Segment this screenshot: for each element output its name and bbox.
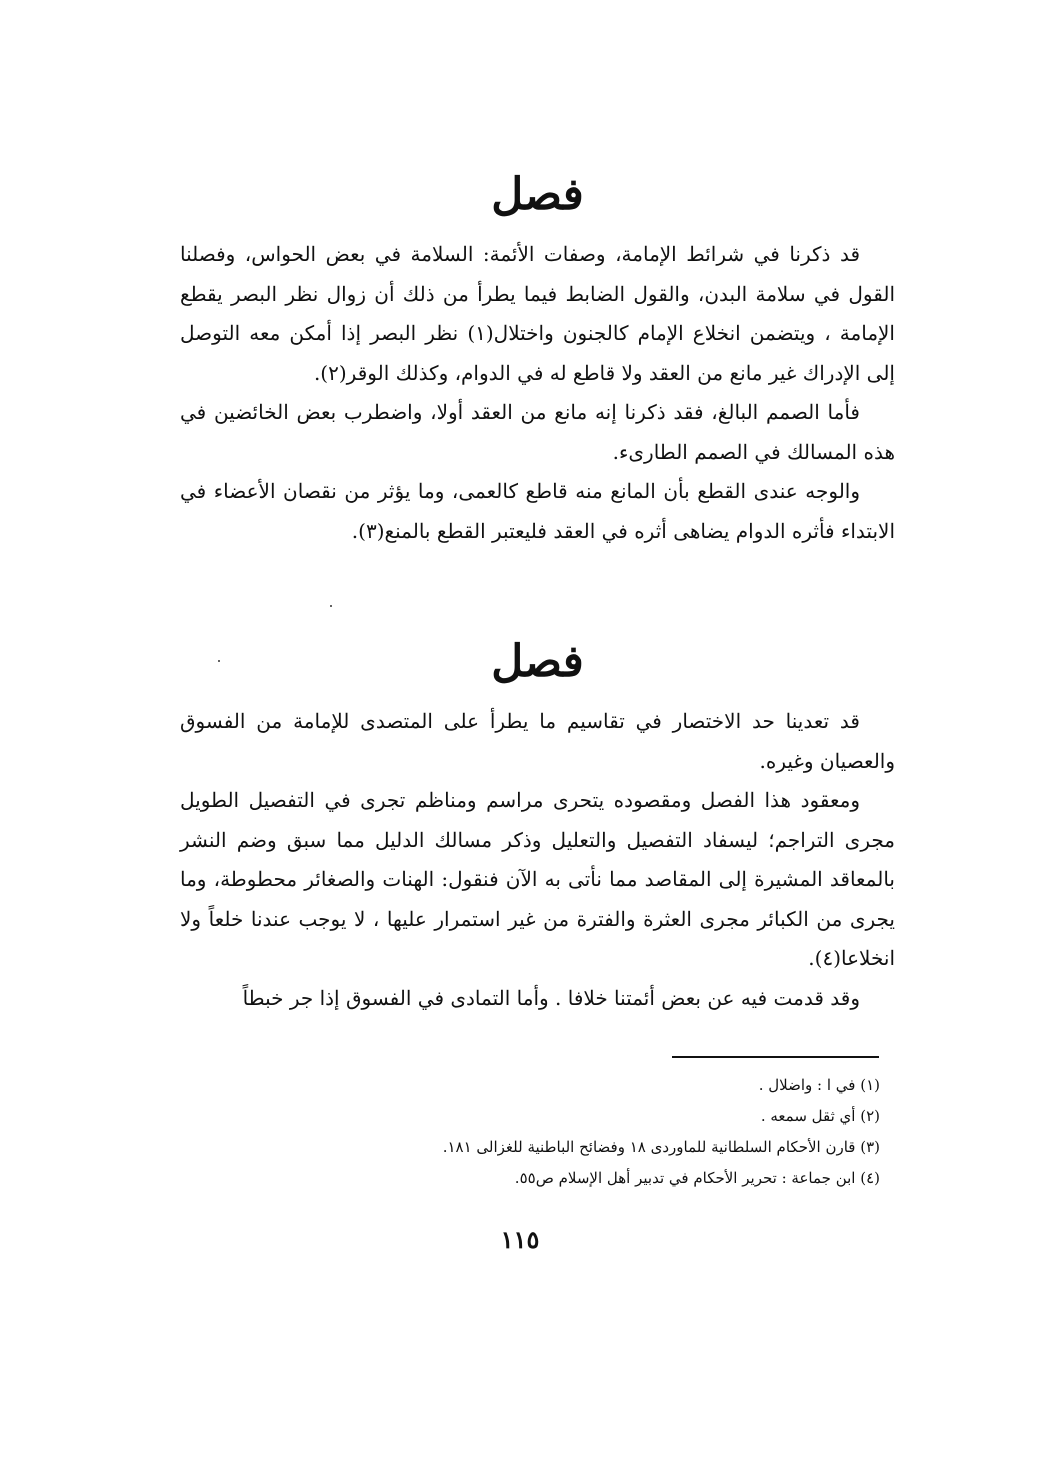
footnote: (٢) أي ثقل سمعه . [760,1107,880,1125]
paragraph: فأما الصمم البالغ، فقد ذكرنا إنه مانع من العقد أولا، واضطرب بعض الخائضين في هذه المسالك في الصمم الطارىء. [180,400,895,464]
section-2 [180,632,895,1018]
section-heading: فصل [491,636,584,687]
paragraph: ومعقود هذا الفصل ومقصوده يتحرى مراسم ومناظم تجرى في التفصيل الطويل مجرى التراجم؛ ليسفاد التفصيل والتعليل وذكر مسالك الدليل مما سبق وضم النشر بالمعاقد المشيرة إلى المقاصد مما نأتى به الآن فنقول: الهنات والصغائر محطوطة، وما يجرى من الكبائر مجرى العثرة والفترة من غير استمرار عليها ، لا يوجب عندنا خلعاً ولا انخلاعا(٤). [180,788,895,970]
footnote: (٣) قارن الأحكام السلطانية للماوردى ١٨ وفضائح الباطنية للغزالى ١٨١. [442,1138,880,1156]
section-heading: فصل [491,169,584,220]
footnotes [330,1070,880,1194]
footnote-divider [672,1056,879,1058]
section-1 [180,165,895,551]
paragraph: قد تعدينا حد الاختصار في تقاسيم ما يطرأ على المتصدى للإمامة من الفسوق والعصيان وغيره. [180,709,895,773]
paragraph: قد ذكرنا في شرائط الإمامة، وصفات الأئمة: السلامة في بعض الحواس، وفصلنا القول في سلامة البدن، والقول الضابط فيما يطرأ من ذلك أن زوال نظر البصر يقطع الإمامة ، ويتضمن انخلاع الإمام كالجنون واختلال(١) نظر البصر إذا أمكن معه التوصل إلى الإدراك غير مانع من العقد ولا قاطع له في الدوام، وكذلك الوقر(٢). [180,242,895,385]
footnote: (٤) ابن جماعة : تحرير الأحكام في تدبير أهل الإسلام ص٥٥. [514,1169,880,1187]
paragraph: وقد قدمت فيه عن بعض أئمتنا خلافا . وأما التمادى في الفسوق إذا جر خبطاً [242,985,860,1010]
footnote: (١) في ا : واضلال . [758,1076,880,1094]
page-number: ١١٥ [500,1225,540,1254]
ink-dot [330,605,332,607]
paragraph: والوجه عندى القطع بأن المانع منه قاطع كالعمى، وما يؤثر من نقصان الأعضاء في الابتداء فأثره الدوام يضاهى أثره في العقد فليعتبر القطع بالمنع(٣). [180,479,895,543]
